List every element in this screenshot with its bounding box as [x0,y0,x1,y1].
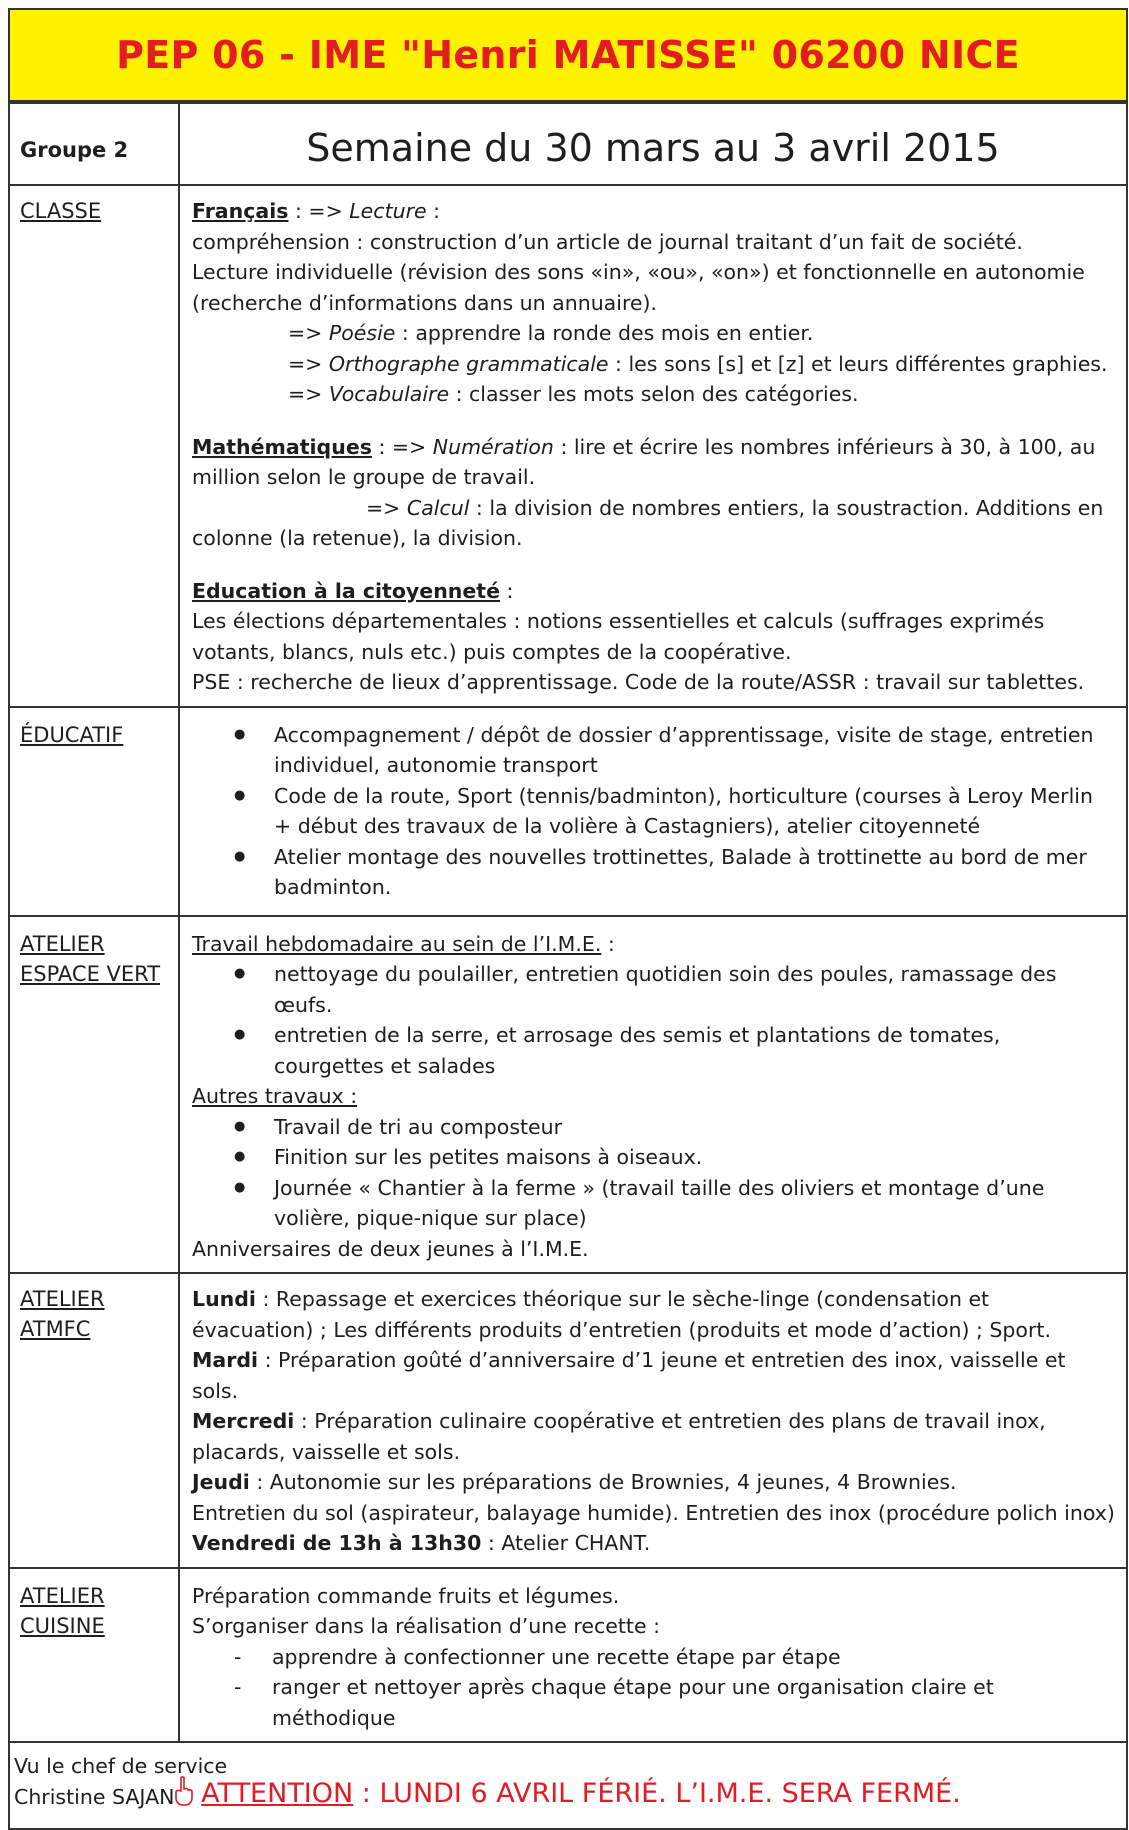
attention-text: : LUNDI 6 AVRIL FÉRIÉ. L’I.M.E. SERA FERMÉ. [353,1778,961,1809]
francais-item-text: : les sons [s] et [z] et leurs différentes graphies. [608,351,1108,376]
atmfc-label-line: ATMFC [20,1317,91,1341]
cuisine-label-cell [9,1568,179,1743]
francais-after: : [426,199,441,223]
francais-item-text: : apprendre la ronde des mois en entier. [395,321,814,345]
autres-travaux-item: ● Journée « Chantier à la ferme » (travail taille des oliviers et montage d’une volière, pique-nique sur place) [274,1173,1116,1234]
calcul-name: Calcul [406,495,470,520]
atmfc-day-text: : Préparation culinaire coopérative et entretien des plans de travail inox, placards, vaisselle et sols. [192,1409,1046,1464]
espace-vert-heading-after: : [601,931,615,956]
classe-row [9,185,1127,707]
cuisine-row [9,1568,1127,1743]
espace-vert-item: ● nettoyage du poulailler, entretien quotidien soin des poules, ramassage des œufs. [274,959,1116,1020]
atmfc-day-line [192,1406,1116,1467]
francais-item: => Orthographe grammaticale : les sons [s] et [z] et leurs différentes graphies. [288,351,1108,376]
educatif-item: ● Atelier montage des nouvelles trottinettes, Balade à trottinette au bord de mer badminton. [274,842,1116,903]
atmfc-day-text: : Préparation goûté d’anniversaire d’1 jeune et entretien des inox, vaisselle et sols. [192,1348,1066,1403]
atmfc-day-line [192,1345,1116,1406]
numeration-name: Numération [432,434,554,459]
atmfc-day-line [192,1467,1116,1498]
francais-item: => Poésie : apprendre la ronde des mois en entier. [288,321,814,345]
cuisine-line: Préparation commande fruits et légumes. [192,1583,620,1608]
schedule-table [8,102,1128,1830]
maths-sep: : => [371,434,433,459]
classe-label-cell [9,185,179,707]
maths-line [192,432,1116,493]
citoyen-after: : [500,578,514,603]
classe-label: CLASSE [20,199,102,223]
cuisine-step: - apprendre à confectionner une recette étape par étape [272,1642,1116,1673]
atmfc-extra: Entretien du sol (aspirateur, balayage humide). Entretien des inox (procédure polich inox) [192,1500,1115,1525]
educatif-item: ● Code de la route, Sport (tennis/badminton), horticulture (courses à Leroy Merlin + début des travaux de la volière à Castagniers), atelier citoyenneté [274,781,1116,842]
atmfc-day: Jeudi [192,1470,250,1494]
atmfc-day-line [192,1284,1116,1345]
calcul-text: : la division de nombres entiers, la soustraction. Additions en colonne (la retenue), la division. [192,495,1104,550]
cuisine-step: - ranger et nettoyer après chaque étape pour une organisation claire et méthodique [272,1672,1116,1733]
group-row [9,103,1127,185]
espace-vert-label [10,917,178,989]
citoyen-heading: Education à la citoyenneté [192,578,500,603]
autres-travaux-item: ● Finition sur les petites maisons à oiseaux. [274,1142,1116,1173]
espace-vert-label-cell [9,916,179,1274]
educatif-content [179,707,1127,916]
francais-sep: : => [288,199,350,223]
cuisine-label-line: ATELIER [20,1583,105,1608]
signature-name: Christine SAJAN [14,1784,175,1809]
cuisine-label [10,1569,178,1641]
group-cell [9,103,179,185]
signature-title: Vu le chef de service [14,1754,228,1778]
atmfc-friday: Vendredi de 13h à 13h30 [192,1531,482,1555]
francais-line: compréhension : construction d’un article de journal traitant d’un fait de société. [192,229,1023,254]
francais-heading: Français [192,199,289,223]
espace-vert-label-line: ESPACE VERT [20,961,161,986]
atmfc-label-cell [9,1273,179,1568]
document-sheet [8,8,1128,1830]
educatif-row [9,707,1127,916]
citoyen-line: Les élections départementales : notions essentielles et calculs (suffrages exprimés votants, blancs, nuls etc.) puis comptes de la coopérative. [192,609,1045,664]
francais-item: => Vocabulaire : classer les mots selon des catégories. [288,382,859,406]
atmfc-day-text: : Autonomie sur les préparations de Brownies, 4 jeunes, 4 Brownies. [249,1470,957,1494]
francais-item-name: Orthographe grammaticale [328,351,609,376]
atmfc-day: Lundi [192,1287,256,1311]
francais-heading-line [192,196,1116,227]
autres-travaux-item: ● Travail de tri au composteur [274,1112,1116,1143]
espace-vert-heading: Travail hebdomadaire au sein de l’I.M.E. [192,931,602,956]
atmfc-content [179,1273,1127,1568]
espace-vert-heading-line [192,929,1116,960]
group-label: Groupe 2 [20,138,129,162]
espace-vert-row [9,916,1127,1274]
atmfc-friday-text: : Atelier CHANT. [481,1531,651,1555]
atmfc-label [10,1274,178,1344]
atmfc-day-text: : Repassage et exercices théorique sur le sèche-linge (condensation et évacuation) ; Les différents produits d’entretien (produits et mode d’action) ; Sport. [192,1287,1051,1342]
atmfc-day: Mercredi [192,1409,295,1433]
numeration-text: : lire et écrire les nombres inférieurs à 30, à 100, au million selon le groupe de travail. [192,434,1096,489]
francais-item-name: Poésie [328,321,396,345]
atmfc-friday-line [192,1528,1116,1559]
citoyen-line: PSE : recherche de lieux d’apprentissage. Code de la route/ASSR : travail sur tablettes. [192,670,1085,694]
cuisine-label-line: CUISINE [20,1613,105,1638]
espace-vert-content [179,916,1127,1274]
pointing-finger-icon [175,1776,193,1806]
citoyen-heading-line [192,576,1116,607]
espace-vert-closing: Anniversaires de deux jeunes à l’I.M.E. [192,1236,589,1261]
francais-item-text: : classer les mots selon des catégories. [449,382,859,406]
document-title: PEP 06 - IME "Henri MATISSE" 06200 NICE [116,33,1020,77]
maths-heading: Mathématiques [192,434,372,459]
attention-notice [8,1776,1128,1809]
cuisine-content [179,1568,1127,1743]
educatif-label: ÉDUCATIF [20,722,124,747]
educatif-label-cell [9,707,179,916]
week-cell [179,103,1127,185]
atmfc-day: Mardi [192,1348,259,1372]
autres-travaux-heading: Autres travaux : [192,1084,358,1108]
atmfc-row [9,1273,1127,1568]
francais-sub: Lecture [349,199,427,223]
espace-vert-item: ● entretien de la serre, et arrosage des semis et plantations de tomates, courgettes et salades [274,1020,1116,1081]
classe-content [179,185,1127,707]
espace-vert-label-line: ATELIER [20,931,105,956]
francais-item-name: Vocabulaire [328,382,450,406]
francais-line: Lecture individuelle (révision des sons «in», «ou», «on») et fonctionnelle en autonomie (recherche d’informations dans un annuaire). [192,260,1085,315]
educatif-item: ● Accompagnement / dépôt de dossier d’apprentissage, visite de stage, entretien individuel, autonomie transport [274,720,1116,781]
week-title: Semaine du 30 mars au 3 avril 2015 [306,126,1000,170]
calcul-line: => Calcul : la division de nombres entiers, la soustraction. Additions en colonne (la retenue), la division. [192,495,1104,550]
atmfc-label-line: ATELIER [20,1287,105,1311]
attention-label: ATTENTION [201,1778,354,1809]
cuisine-line: S’organiser dans la réalisation d’une recette : [192,1614,660,1638]
title-banner [8,8,1128,102]
